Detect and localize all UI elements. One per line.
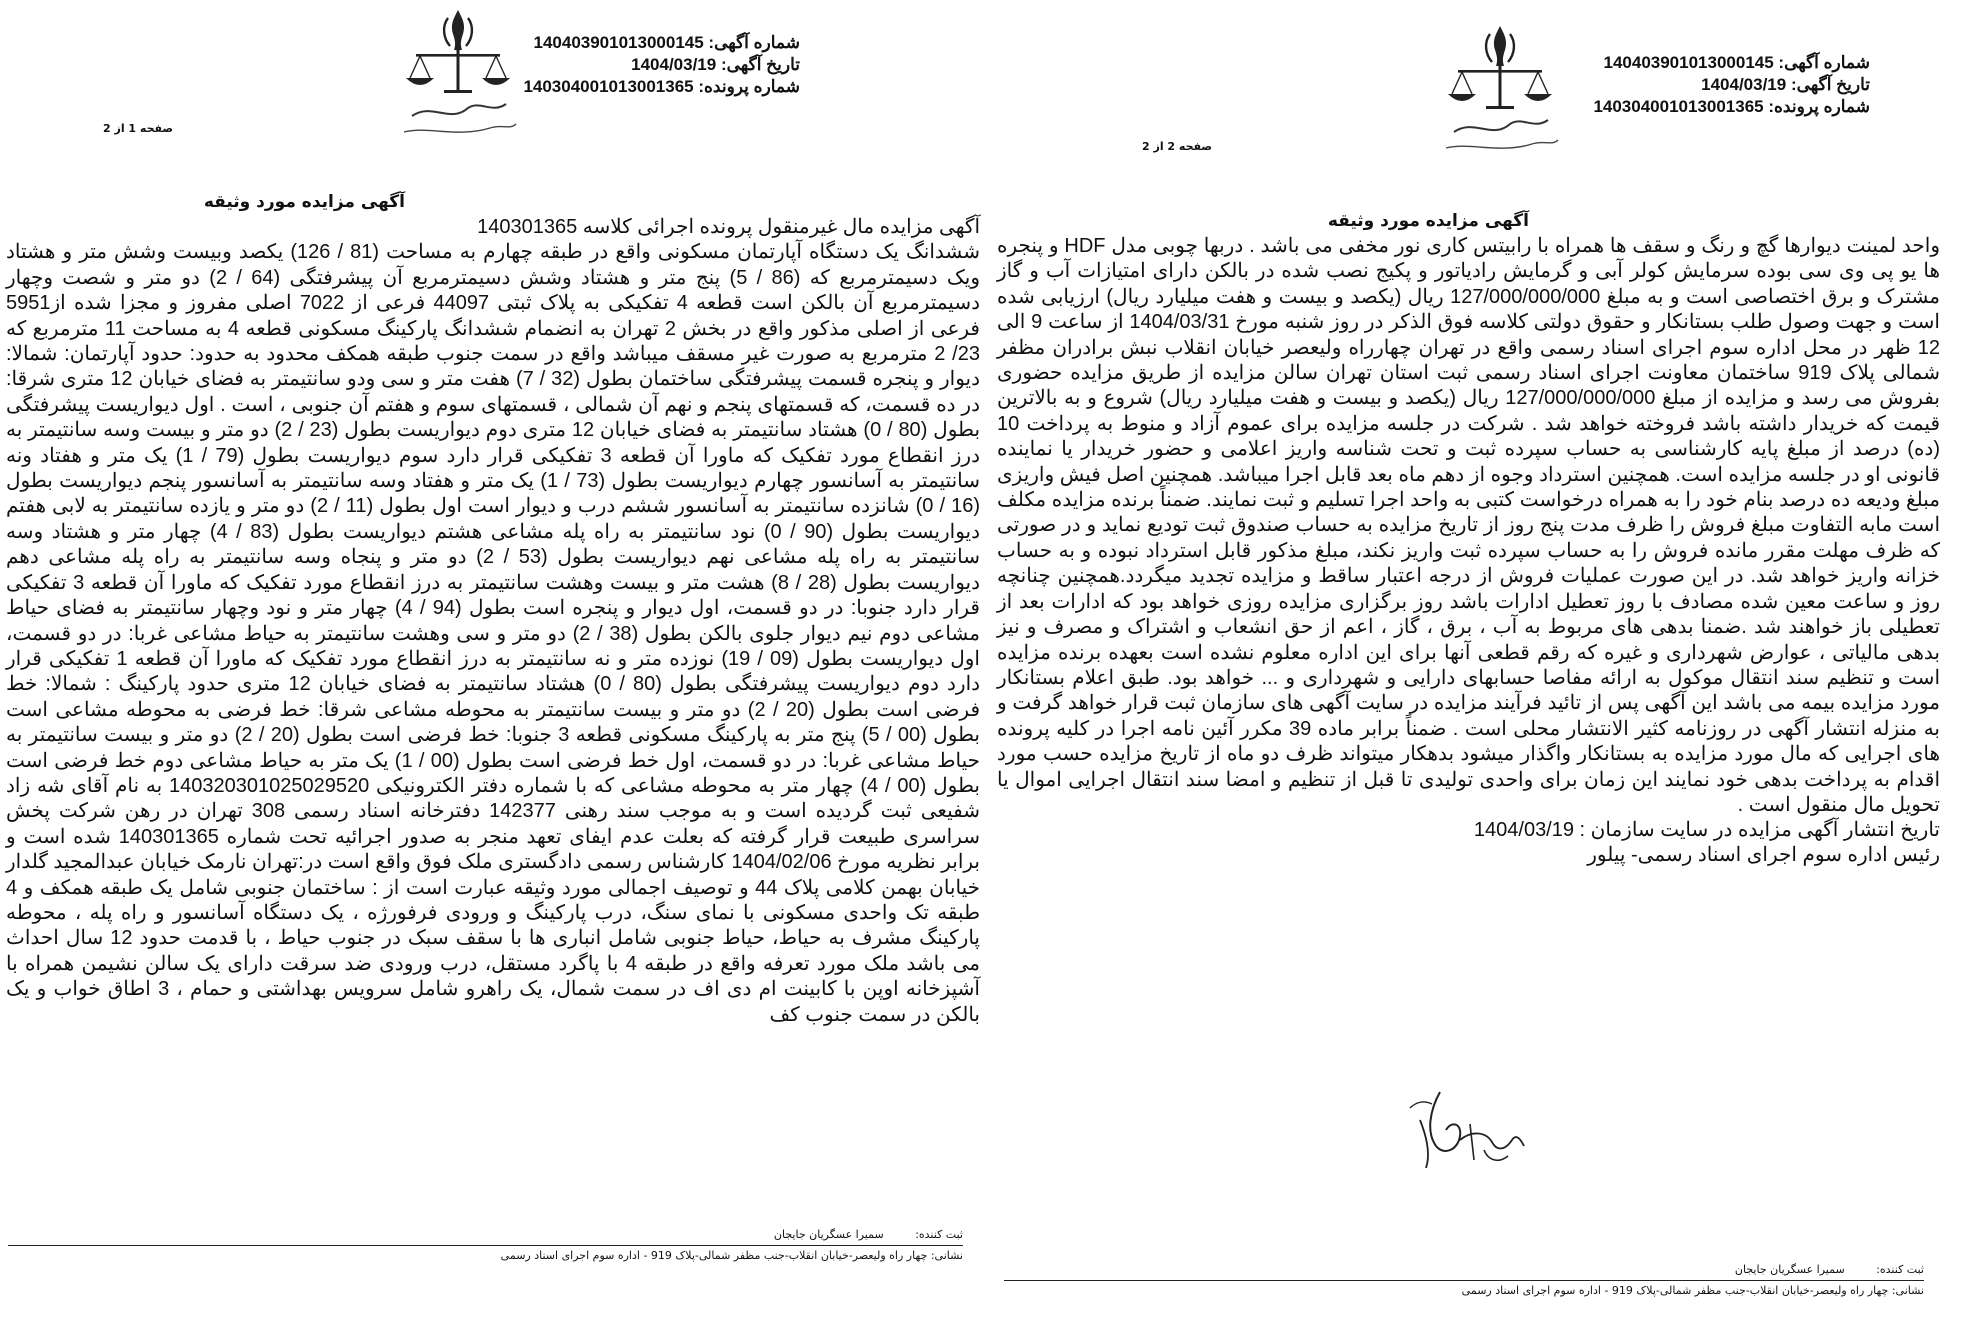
registrar-name: سمیرا عسگریان جایجان	[1734, 1263, 1845, 1276]
page-title: آگهی مزایده مورد وثیقه	[1327, 211, 1529, 231]
notice-number-row	[523, 32, 800, 54]
address-row	[8, 1248, 963, 1264]
footer-divider	[8, 1245, 963, 1246]
notice-body-page-2	[997, 234, 1940, 868]
address-label: نشانی:	[1891, 1284, 1924, 1297]
notice-number-row	[1593, 52, 1870, 74]
file-number-label: شماره پرونده:	[698, 77, 800, 96]
file-number: 140304001013001365	[1593, 97, 1764, 116]
footer	[1004, 1262, 1924, 1299]
publish-date-line: تاریخ انتشار آگهی مزایده در سایت سازمان : 1404/03/19	[1473, 819, 1940, 842]
notice-body-text: واحد لمینت دیوارها گچ و رنگ و سقف ها همراه با رابیتس کاری نور مخفی می باشد . دربها چوبی مدل HDF و پنجره ها یو پی وی سی بوده سرمایش کولر آبی و گرمایش رادیاتور و پکیج نصب شده در بالکن دارای امتیازات آب و گاز مشترک و برق اختصاصی است و به مبلغ 127/000/000/000 ریال (یکصد و بیست و هفت میلیارد ریال) ارزیابی شده است و جهت وصول طلب بستانکار و حقوق دولتی کلاسه فوق الذکر در روز شنبه مورخ 1404/03/31 از ساعت 9 الی 12 ظهر در محل اداره سوم اجرای اسناد رسمی واقع در تهران چهارراه ولیعصر خیابان انقلاب نبش برادران مظفر شمالی پلاک 919 ساختمان معاونت اجرای اسناد رسمی ثبت استان تهران سالن مزایده از طریق مزایده حضوری بفروش می رسد و مزایده از مبلغ 127/000/000/000 ریال (یکصد و بیست و هفت میلیارد ریال) شروع و به بالاترین قیمت که خریدار داشته باشد فروخته خواهد شد . شرکت در جلسه مزایده برای عموم آزاد و منوط به پرداخت 10 (ده) درصد از مبلغ پایه کارشناسی به حساب سپرده ثبت و تحت شناسه واریز اعلامی و حضور خریدار یا نماینده قانونی او در جلسه مزایده است. همچنین استرداد وجوه از دهم ماه بعد قابل اجرا میباشد. همچنین اصل فیش واریزی مبلغ ودیعه ده درصد بنام خود را به همراه درخواست کتبی به واحد اجرا تسلیم و ثبت نمایند. ضمناً برنده مزایده مکلف است مابه التفاوت مبلغ فروش را ظرف مدت پنج روز از تاریخ مزایده به حساب صندوق ثبت تودیع نماید و در صورتی که ظرف مهلت مقرر مانده فروش را به حساب سپرده ثبت واریز نکند، مبلغ مذکور قابل استرداد نبوده و به حساب خزانه واریز خواهد شد. در این صورت عملیات فروش از درجه اعتبار ساقط و مزایده تجدید میگردد.همچنین چنانچه روز و ساعت معین شده مصادف با روز تعطیل ادارات باشد روز برگزاری مزایده روزی خواهد بود که ادارات بعد از تعطیلی باز خواهند شد .ضمنا بدهی های مربوط به آب ، برق ، گاز ، اعم از حق انشعاب و اشتراک و مصرف و نیز بدهی مالیاتی ، عوارض شهرداری و غیره که رقم قطعی آنها برای این اداره معلوم نشده است بعهده برنده مزایده است و تنظیم سند انتقال موکول به ارائه مفاصا حسابهای دارایی و شهرداری و ... خواهد بود. طبق اعلام بستانکار مورد مزایده بیمه می باشد این آگهی پس از تائید فرآیند مزایده در سایت آگهی های سازمان ثبت قرار خواهد گرفت و به منزله انتشار آگهی در روزنامه کثیر الانتشار محلی است . ضمناً برابر ماده 39 مکرر آئین نامه اجرا در کلیه پرونده های اجرایی که مال مورد مزایده به بستانکار واگذار میشود بدهکار میتواند ظرف دو ماه از تاریخ مزایده حسب مورد اقدام به پرداخت بدهی خود نمایند این زمان برای واحدی تولیدی تا قبل از تنظیم و امضا سند انتقال اجرایی اموال یا تحویل مال منقول است .	[997, 235, 1941, 816]
notice-number-label: شماره آگهی:	[708, 33, 800, 52]
notice-number: 140403901013000145	[1603, 53, 1774, 72]
page-title: آگهی مزایده مورد وثیقه	[203, 192, 405, 212]
address-row	[1004, 1283, 1924, 1299]
notice-header-info	[523, 32, 800, 98]
notice-header-info	[1593, 52, 1870, 118]
signer-title: رئیس اداره سوم اجرای اسناد رسمی- پیلور	[1587, 844, 1940, 867]
page-number: صفحه 2 از 2	[1142, 140, 1213, 153]
judiciary-emblem-icon	[1440, 20, 1560, 155]
file-number-row	[1593, 96, 1870, 118]
registrar-row	[8, 1227, 963, 1243]
address-label: نشانی:	[930, 1249, 963, 1262]
notice-body-text: ششدانگ یک دستگاه آپارتمان مسکونی واقع در طبقه چهارم به مساحت (81 / 126) یکصد وبیست وشش متر و هشتاد ویک دسیمترمربع که (86 / 5) پنج متر و هشتاد وشش دسیمترمربع آن پیشرفتگی (64 / 2) دو متر و شصت وچهار دسیمترمربع آن بالکن است قطعه 4 تفکیکی به پلاک ثبتی 44097 فرعی از 7022 اصلی مفروز و مجزا شده از5951 فرعی از اصلی مذکور واقع در بخش 2 تهران به انضمام ششدانگ پارکینگ مسکونی قطعه 4 به مساحت 11 مترمربع که 23/ 2 مترمربع به صورت غیر مسقف میباشد واقع در سمت جنوب طبقه همکف محدود به حدود: حدود آپارتمان: شمالا: دیوار و پنجره قسمت پیشرفتگی ساختمان بطول (32 / 7) هفت متر و سی ودو سانتیمتر به فضای خیابان 12 متری شرقا: در ده قسمت، که قسمتهای پنجم و نهم آن شمالی ، قسمتهای سوم و هفتم آن جنوبی ، است . اول دیواریست پیشرفتگی بطول (80 / 0) هشتاد سانتیمتر به فضای خیابان 12 متری دوم دیواریست بطول (23 / 2) دو متر و بیست وسه سانتیمتر به درز انقطاع مورد تفکیک که ماورا آن قطعه 3 تفکیکی قرار دارد سوم دیواریست بطول (79 / 1) یک متر و هفتاد ونه سانتیمتر به آسانسور چهارم دیواریست بطول (73 / 1) یک متر و هفتاد وسه سانتیمتر به آسانسور پنجم دیواریست بطول (16 / 0) شانزده سانتیمتر به آسانسور ششم درب و دیوار است اول بطول (11 / 2) دو متر و یازده سانتیمتر به لابی هفتم دیواریست بطول (90 / 0) نود سانتیمتر به راه پله مشاعی هشتم دیواریست بطول (83 / 4) چهار متر و هشتاد وسه سانتیمتر به راه پله مشاعی نهم دیواریست بطول (53 / 2) دو متر و پنجاه وسه سانتیمتر به راه پله مشاعی دهم دیواریست بطول (28 / 8) هشت متر و بیست وهشت سانتیمتر به درز انقطاع مورد تفکیک که ماورا آن قطعه 3 تفکیکی قرار دارد جنوبا: در دو قسمت، اول دیوار و پنجره است بطول (94 / 4) چهار متر و نود وچهار سانتیمتر به فضای حیاط مشاعی دوم نیم دیوار جلوی بالکن بطول (38 / 2) دو متر و سی وهشت سانتیمتر به حیاط مشاعی غربا: در دو قسمت، اول دیواریست بطول (09 / 19) نوزده متر و نه سانتیمتر به درز انقطاع مورد تفکیک که ماورا آن قطعه 1 تفکیکی قرار دارد دوم دیواریست پیشرفتگی بطول (80 / 0) هشتاد سانتیمتر به فضای خیابان 12 متری حدود پارکینگ : شمالا: خط فرضی است بطول (20 / 2) دو متر و بیست سانتیمتر به محوطه مشاعی شرقا: خط فرضی به محوطه مشاعی است بطول (00 / 5) پنج متر به پارکینگ مسکونی قطعه 3 جنوبا: خط فرضی است بطول (20 / 2) دو متر و بیست سانتیمتر به حیاط مشاعی غربا: در دو قسمت، اول خط فرضی است بطول (00 / 1) یک متر به حیاط مشاعی دوم خط فرضی است بطول (00 / 4) چهار متر به محوطه مشاعی که با شماره دفتر الکترونیکی 140320301025029520 به نام آقای شه زاد شفیعی ثبت گردیده است و به موجب سند رهنی 142377 دفترخانه اسناد رسمی 308 تهران در رهن شرکت پخش سراسری طبیعت قرار گرفته که بعلت عدم ایفای تعهد منجر به صدور اجرائیه تحت شماره 140301365 شده است و برابر نظریه مورخ 1404/02/06 کارشناس رسمی دادگستری ملک فوق واقع است در:تهران نارمک خیابان عبدالمجید گلدار خیابان بهمن کلامی پلاک 44 و توصیف اجمالی مورد وثیقه عبارت است از : ساختمان جنوبی شامل یک طبقه همکف و 4 طبقه تک واحدی مسکونی با نمای سنگ، درب پارکینگ و ورودی فرفورژه ، یک دستگاه آسانسور و راه پله ، محوطه پارکینگ مشرف به حیاط، حیاط جنوبی شامل انباری ها با سقف سبک در جنوب حیاط ، با قدمت حدود 12 سال احداث می باشد ملک مورد تعرفه واقع در طبقه 4 با پاگرد مستقل، درب ورودی ضد سرقت دارای یک سالن نشیمن همراه با آشپزخانه اوپن با کابینت ام دی اف در سمت شمال، یک راهرو شامل سرویس بهداشتی و حمام ، 3 اطاق خواب و یک بالکن در سمت جنوب کف	[6, 241, 981, 1026]
footer-divider	[1004, 1280, 1924, 1281]
notice-page-2	[997, 0, 1962, 1323]
handwritten-signature-icon	[1400, 1080, 1535, 1175]
registrar-name: سمیرا عسگریان جایجان	[773, 1228, 884, 1241]
judiciary-emblem-icon	[398, 4, 518, 139]
notice-date: 1404/03/19	[1701, 75, 1787, 94]
registrar-label: ثبت کننده:	[1876, 1263, 1924, 1276]
notice-date: 1404/03/19	[631, 55, 717, 74]
file-number: 140304001013001365	[523, 77, 694, 96]
notice-date-row	[1593, 74, 1870, 96]
notice-date-label: تاریخ آگهی:	[720, 55, 800, 74]
notice-number-label: شماره آگهی:	[1778, 53, 1870, 72]
address-text: چهار راه ولیعصر-خیابان انقلاب-جنب مظفر شمالی-پلاک 919 - اداره سوم اجرای اسناد رسمی	[500, 1249, 928, 1262]
registrar-row	[1004, 1262, 1924, 1278]
footer	[8, 1227, 963, 1264]
notice-number: 140403901013000145	[533, 33, 704, 52]
auction-heading: آگهی مزایده مال غیرمنقول پرونده اجرائی کلاسه 140301365	[477, 216, 980, 238]
notice-date-row	[523, 54, 800, 76]
page-number: صفحه 1 از 2	[103, 122, 174, 135]
file-number-label: شماره پرونده:	[1768, 97, 1870, 116]
registrar-label: ثبت کننده:	[915, 1228, 963, 1241]
notice-body-page-1	[6, 215, 980, 1028]
notice-date-label: تاریخ آگهی:	[1790, 75, 1870, 94]
address-text: چهار راه ولیعصر-خیابان انقلاب-جنب مظفر شمالی-پلاک 919 - اداره سوم اجرای اسناد رسمی	[1461, 1284, 1889, 1297]
file-number-row	[523, 76, 800, 98]
